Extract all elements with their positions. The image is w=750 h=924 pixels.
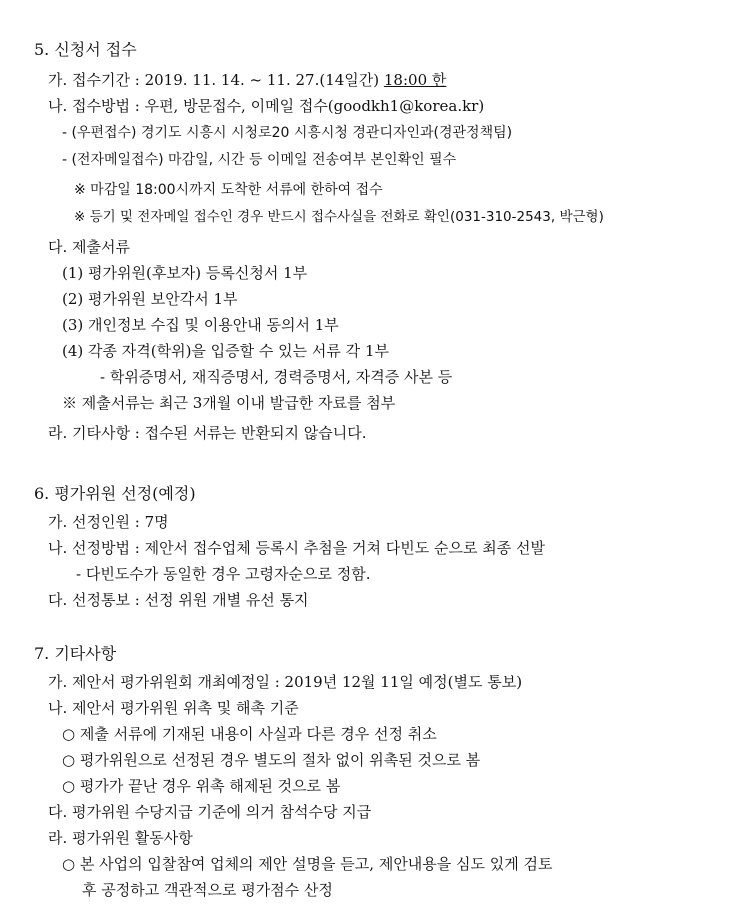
section-5-method: 나. 접수방법 : 우편, 방문접수, 이메일 접수(goodkh1@korea.kr) [48, 97, 485, 115]
section-7-title: 7. 기타사항 [34, 644, 117, 663]
section-5-documents: 다. 제출서류 [48, 238, 130, 256]
section-7-activities: 라. 평가위원 활동사항 [48, 829, 193, 847]
criteria-item: ○ 평가가 끝난 경우 위촉 해제된 것으로 봄 [62, 777, 341, 795]
section-7-meeting-date: 가. 제안서 평가위원회 개최예정일 : 2019년 12월 11일 예정(별도 통보) [48, 673, 523, 691]
note-deadline: ※ 마감일 18:00시까지 도착한 서류에 한하여 접수 [74, 182, 383, 198]
note-registered-mail: ※ 등기 및 전자메일 접수인 경우 반드시 접수사실을 전화로 확인(031-310-2543, 박근형) [74, 209, 604, 225]
period-text: 가. 접수기간 : 2019. 11. 14. ~ 11. 27.(14일간) [48, 71, 384, 89]
document-item: (1) 평가위원(후보자) 등록신청서 1부 [62, 264, 308, 282]
activity-item: ○ 본 사업의 입찰참여 업체의 제안 설명을 듣고, 제안내용을 심도 있게 검토 [62, 855, 553, 873]
document-item: (2) 평가위원 보안각서 1부 [62, 290, 238, 308]
section-5-other: 라. 기타사항 : 접수된 서류는 반환되지 않습니다. [48, 424, 367, 442]
post-submission: - (우편접수) 경기도 시흥시 시청로20 시흥시청 경관디자인과(경관정책팀) [62, 125, 513, 141]
deadline-time: 18:00 한 [383, 71, 447, 89]
section-5-title: 5. 신청서 접수 [34, 40, 137, 59]
criteria-item: ○ 제출 서류에 기재된 내용이 사실과 다른 경우 선정 취소 [62, 725, 437, 743]
section-6-method: 나. 선정방법 : 제안서 접수업체 등록시 추첨을 거쳐 다빈도 순으로 최종 선발 [48, 539, 545, 557]
section-6-title: 6. 평가위원 선정(예정) [34, 484, 196, 503]
activity-item-continued: 후 공정하고 객관적으로 평가점수 산정 [82, 881, 333, 899]
section-6-notice: 다. 선정통보 : 선정 위원 개별 유선 통지 [48, 591, 309, 609]
email-submission: - (전자메일접수) 마감일, 시간 등 이메일 전송여부 본인확인 필수 [62, 152, 457, 168]
section-7-allowance: 다. 평가위원 수당지급 기준에 의거 참석수당 지급 [48, 803, 372, 821]
section-5-period [48, 70, 446, 90]
documents-note: ※ 제출서류는 최근 3개월 이내 발급한 자료를 첨부 [62, 394, 396, 412]
document-item: (3) 개인정보 수집 및 이용안내 동의서 1부 [62, 316, 339, 334]
document-item: (4) 각종 자격(학위)을 입증할 수 있는 서류 각 1부 [62, 342, 389, 360]
criteria-item: ○ 평가위원으로 선정된 경우 별도의 절차 없이 위촉된 것으로 봄 [62, 751, 481, 769]
document-item-detail: - 학위증명서, 재직증명서, 경력증명서, 자격증 사본 등 [100, 368, 453, 386]
section-6-count: 가. 선정인원 : 7명 [48, 513, 169, 531]
section-6-method-detail: - 다빈도수가 동일한 경우 고령자순으로 정함. [76, 565, 371, 583]
section-7-criteria: 나. 제안서 평가위원 위촉 및 해촉 기준 [48, 699, 299, 717]
